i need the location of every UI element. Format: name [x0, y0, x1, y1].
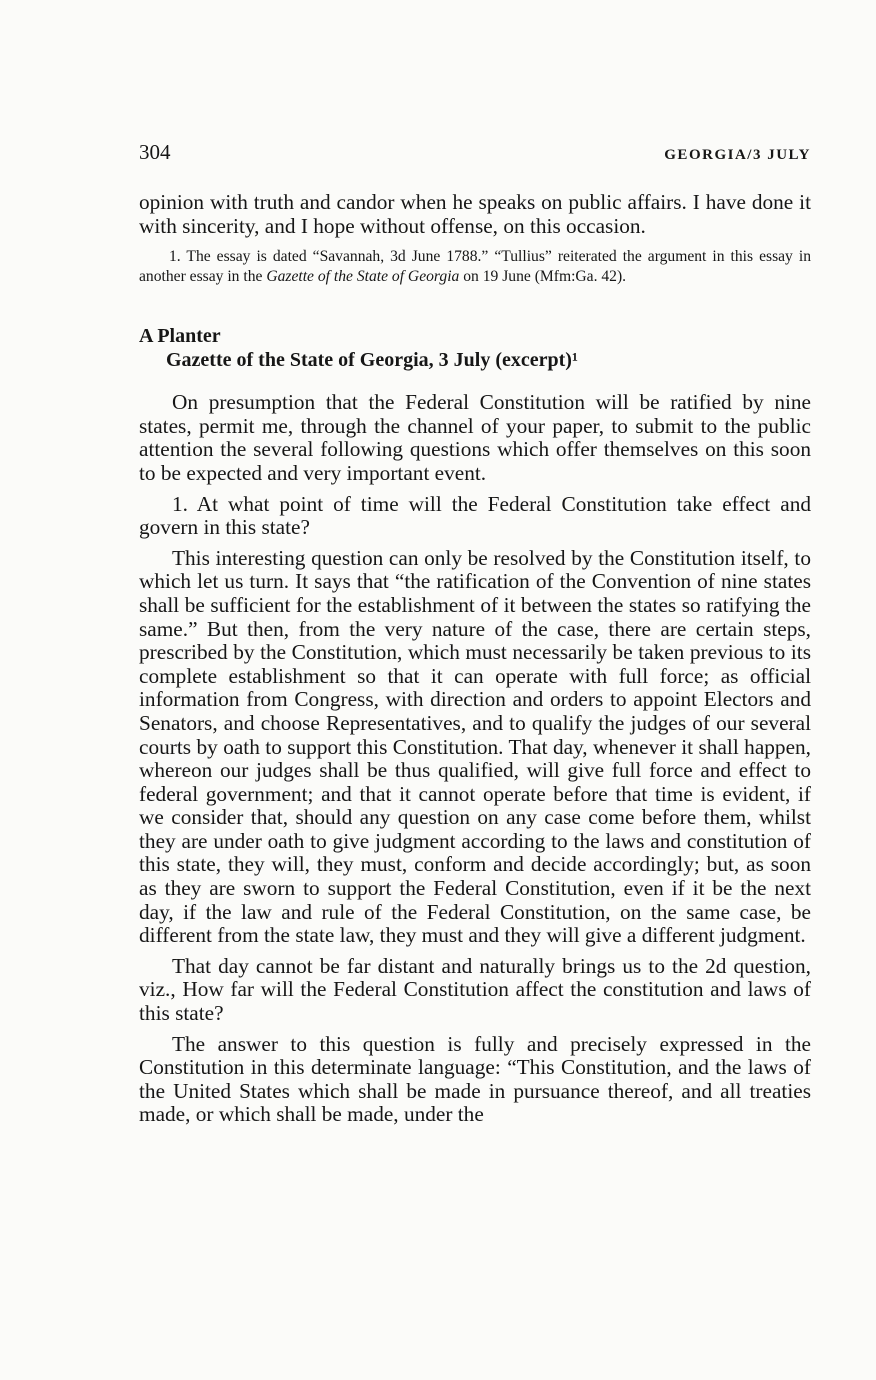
carryover-paragraph: opinion with truth and candor when he speaks on public affairs. I have done it with sincerity, and I hope without offense, on this occasion. — [139, 190, 811, 238]
paragraph-1: On presumption that the Federal Constitution will be ratified by nine states, permit me, through the channel of your paper, to submit to the public attention the several following questions which offer themselves on this soon to be expected and very important event. — [139, 390, 811, 485]
running-title: GEORGIA/3 JULY — [664, 147, 811, 163]
section-title: A Planter — [139, 325, 221, 348]
paragraph-5: The answer to this question is fully and precisely expressed in the Constitution in this determinate language: “This Constitution, and the laws of the United States which shall be made in pursuance thereof, and all treaties made, or which shall be made, under the — [139, 1031, 811, 1127]
footnote — [139, 247, 811, 286]
book-page — [139, 140, 811, 1127]
footnote-italic-title: Gazette of the State of Georgia — [266, 267, 460, 285]
page-number: 304 — [139, 140, 171, 164]
paragraph-4: That day cannot be far distant and naturally brings us to the 2d question, viz., How far will the Federal Constitution affect the constitution and laws of this state? — [139, 953, 811, 1026]
footnote-text-2: on 19 June (Mfm:Ga. 42). — [459, 267, 627, 285]
section-source: Gazette of the State of Georgia, 3 July (excerpt)¹ — [166, 349, 578, 372]
paragraph-3: This interesting question can only be resolved by the Constitution itself, to which let us turn. It says that “the ratification of the Convention of nine states shall be sufficient for the establishment of it between the states so ratifying the same.” But then, from the very nature of the case, there are certain steps, prescribed by the Constitution, which must necessarily be taken previous to its complete establishment so that it can operate with full force; as official information from Congress, with direction and orders to appoint Electors and Senators, and choose Representatives, and to qualify the judges of our several courts by oath to support this Constitution. That day, whenever it shall happen, whereon our judges shall be thus qualified, will give full force and effect to federal government; and that it cannot operate before that time is evident, if we consider that, should any question on any case come before them, whilst they are under oath to give judgment according to the laws and constitution of this state, they will, they must, conform and decide accordingly; but, as soon as they are sworn to support the Federal Constitution, even if it be the next day, if the law and rule of the Federal Constitution, on the same case, be different from the state law, they must and they will give a different judgment. — [139, 545, 811, 948]
footnote-text-1: 1. The essay is dated “Savannah, 3d June 1788.” “Tullius” reiterated the argument in this essay in another essay in the — [139, 248, 811, 285]
paragraph-2: 1. At what point of time will the Federal Constitution take effect and govern in this state? — [139, 491, 811, 540]
running-head — [139, 140, 811, 172]
